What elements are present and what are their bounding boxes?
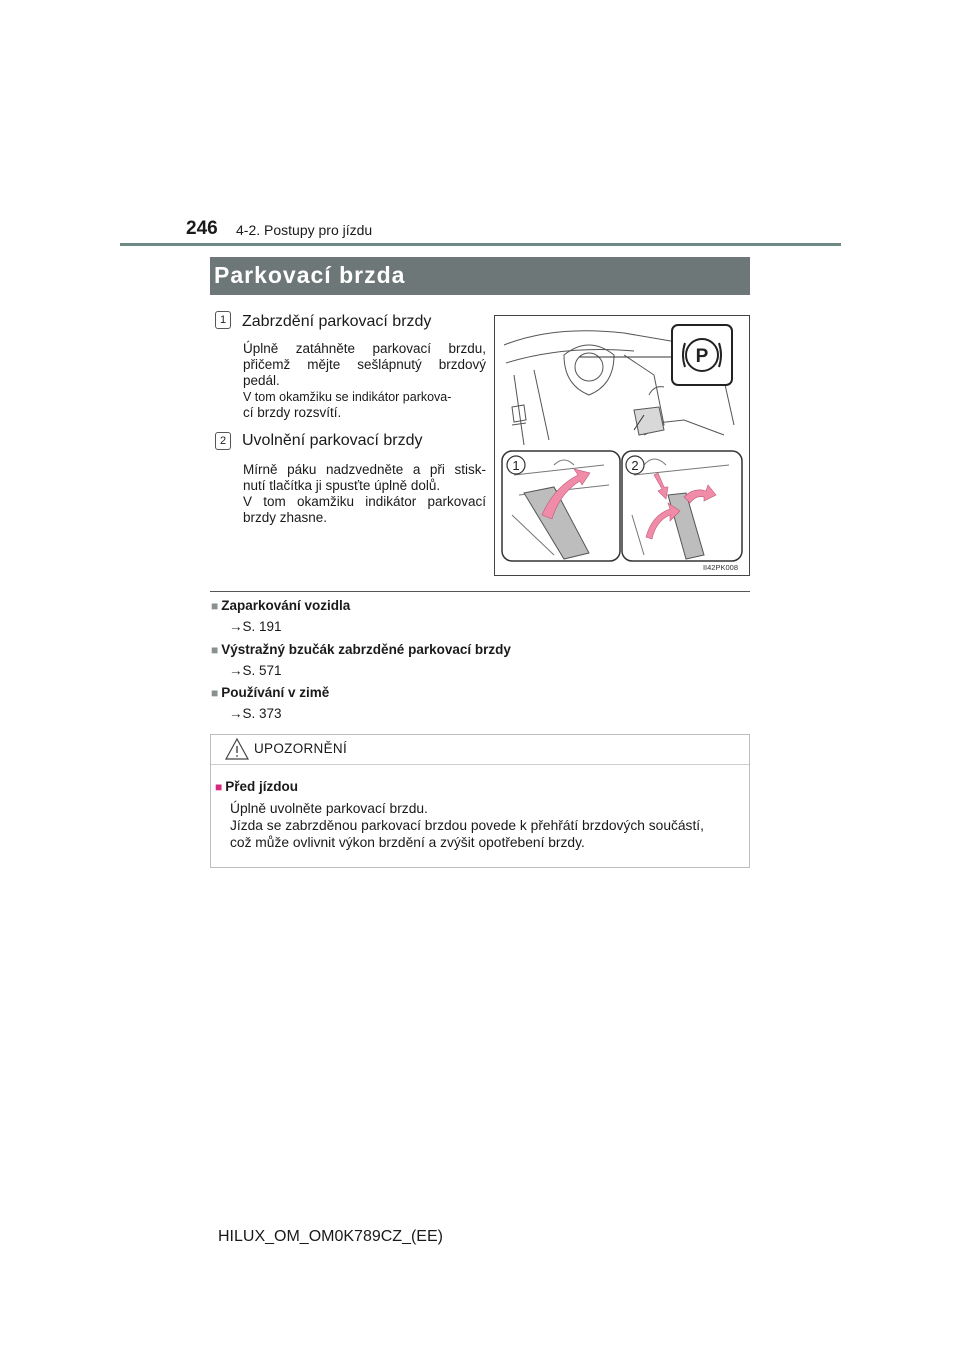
square-bullet-icon: ■ [215, 780, 223, 794]
step-2-title: Uvolnění parkovací brzdy [242, 432, 423, 449]
warning-heading [215, 779, 298, 794]
warning-triangle-icon [224, 737, 250, 761]
header-divider [120, 243, 841, 246]
step-2-line: brzdy zhasne. [243, 510, 328, 525]
note-title: Používání v zimě [221, 685, 330, 700]
warning-line: což může ovlivnit výkon brzdění a zvýšit opotřebení brzdy. [230, 835, 585, 850]
parking-brake-illustration [494, 315, 750, 576]
step-1-title: Zabrzdění parkovací brzdy [242, 313, 432, 330]
warning-body [230, 800, 704, 851]
square-bullet-icon: ■ [211, 686, 219, 700]
parking-indicator-symbol: P [695, 346, 709, 367]
section-divider [210, 591, 750, 592]
step-1-line: Úplně zatáhněte parkovací brzdu, [243, 341, 486, 356]
step-2-line: nutí tlačítka ji spusťte úplně dolů. [243, 478, 441, 493]
note-heading-winter [211, 685, 329, 700]
chapter-title: 4-2. Postupy pro jízdu [236, 222, 373, 238]
step-1-line: cí brzdy rozsvítí. [243, 405, 342, 420]
warning-heading-text: Před jízdou [225, 779, 299, 794]
warning-label: UPOZORNĚNÍ [254, 741, 348, 756]
step-2-number: 2 [215, 432, 231, 450]
step-2-line: Mírně páku nadzvedněte a při stisk- [243, 462, 486, 477]
square-bullet-icon: ■ [211, 599, 219, 613]
square-bullet-icon: ■ [211, 643, 219, 657]
note-title: Zaparkování vozidla [221, 598, 351, 613]
warning-line: Úplně uvolněte parkovací brzdu. [230, 801, 428, 816]
step-1-number: 1 [215, 311, 231, 329]
note-heading-parking [211, 598, 350, 613]
warning-divider [211, 764, 749, 765]
document-code: HILUX_OM_OM0K789CZ_(EE) [218, 1228, 443, 1245]
note-title: Výstražný bzučák zabrzděné parkovací brzdy [221, 642, 511, 657]
section-title: Parkovací brzda [210, 257, 750, 295]
illustration-code: II42PK008 [702, 563, 738, 572]
note-ref-winter: →S. 373 [229, 706, 282, 721]
warning-line: Jízda se zabrzděnou parkovací brzdou povede k přehřátí brzdových součástí, [230, 818, 704, 833]
callout-1: 1 [512, 458, 520, 473]
page-number: 246 [186, 218, 218, 239]
step-1-body [243, 341, 486, 421]
note-ref-parking: →S. 191 [229, 619, 282, 634]
step-2-line: V tom okamžiku indikátor parkovací [243, 494, 486, 509]
step-2-body [243, 462, 486, 526]
step-1-line: V tom okamžiku se indikátor parkova- [243, 390, 452, 404]
callout-2: 2 [631, 458, 639, 473]
note-heading-buzzer [211, 642, 511, 657]
step-1-line: pedál. [243, 373, 280, 388]
step-1-line: přičemž mějte sešlápnutý brzdový [243, 357, 486, 372]
note-ref-buzzer: →S. 571 [229, 663, 282, 678]
